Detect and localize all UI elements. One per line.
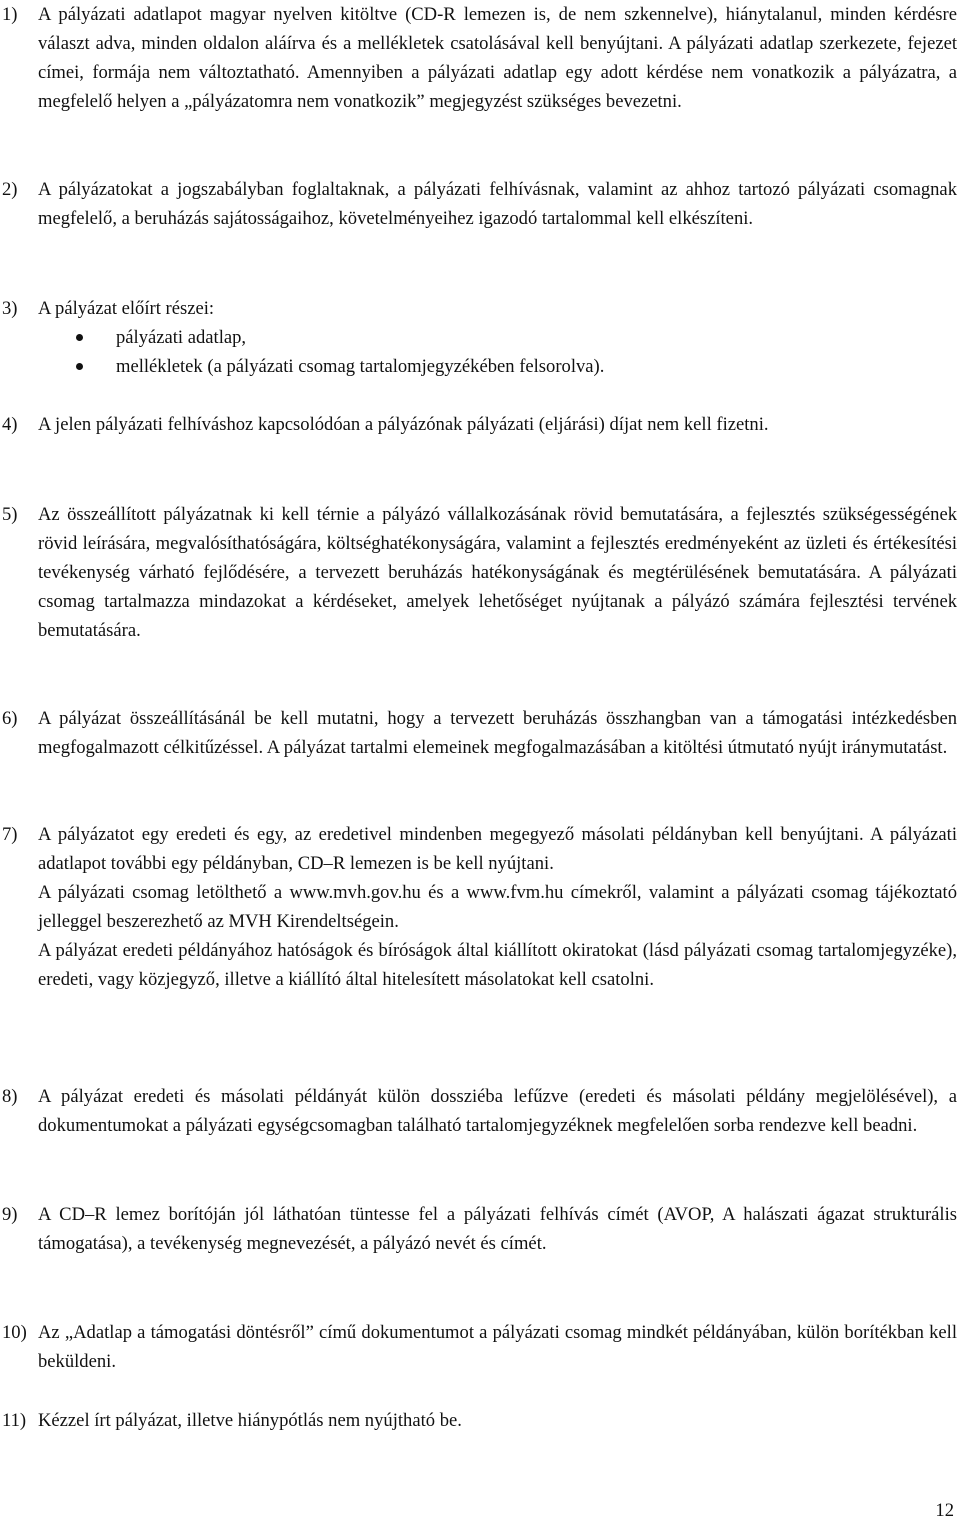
item-number: 1) [2, 4, 18, 25]
item-text: A jelen pályázati felhíváshoz kapcsolódóan a pályázónak pályázati (eljárási) díjat nem kell fizetni. [38, 414, 769, 435]
page-number: 12 [935, 1500, 954, 1521]
item-paragraph: A pályázatot egy eredeti és egy, az eredetivel mindenben megegyező másolati példányban kell benyújtani. A pályázati adatlapot további egy példányban, CD–R lemezen is be kell nyújtani. [38, 824, 957, 874]
item-text: A CD–R lemez borítóján jól láthatóan tüntesse fel a pályázati felhívás címét (AVOP, A halászati ágazat strukturális támogatása), a tevékenység megnevezését, a pályázó nevét és címét. [38, 1204, 957, 1254]
item-number: 5) [2, 504, 18, 525]
bullet-list [2, 323, 957, 381]
item-number: 4) [2, 414, 18, 435]
list-item-5 [2, 500, 957, 645]
list-item-4 [2, 410, 957, 439]
item-number: 11) [2, 1410, 27, 1431]
item-paragraph: A pályázati csomag letölthető a www.mvh.gov.hu és a www.fvm.hu címekről, valamint a pályázati csomag tájékoztató jelleggel beszerezhető az MVH Kirendeltségein. [38, 882, 957, 932]
item-number: 6) [2, 708, 18, 729]
list-item-10 [2, 1318, 957, 1376]
list-item-11 [2, 1406, 957, 1435]
item-number: 9) [2, 1204, 18, 1225]
item-text: Az összeállított pályázatnak ki kell térnie a pályázó vállalkozásának rövid bemutatására, a fejlesztés szükségességének rövid leírására, megvalósíthatóságára, költséghatékonyságára, valamint a fejlesztés eredményeként az üzleti és értékesítési tevékenység várható fejlődésére, a tervezett beruházás hatékonyságának és megtérülésének bemutatására. A pályázati csomag tartalmazza mindazokat a kérdéseket, amelyek lehetőséget nyújtanak a pályázó számára fejlesztési tervének bemutatására. [38, 504, 957, 641]
list-item-6 [2, 704, 957, 762]
item-number: 10) [2, 1322, 27, 1343]
item-text: A pályázatokat a jogszabályban foglaltaknak, a pályázati felhívásnak, valamint az ahhoz tartozó pályázati csomagnak megfelelő, a beruházás sajátosságaihoz, követelményeihez igazodó tartalommal kell elkészíteni. [38, 179, 957, 229]
item-text: Az „Adatlap a támogatási döntésről” című dokumentumot a pályázati csomag mindkét példányában, külön borítékban kell beküldeni. [38, 1322, 957, 1372]
bullet-item: pályázati adatlap, [2, 323, 957, 352]
item-text: A pályázat eredeti és másolati példányát külön dossziéba lefűzve (eredeti és másolati példány megjelölésével), a dokumentumokat a pályázati egységcsomagban található tartalomjegyzéknek megfelelően sorba rendezve kell beadni. [38, 1086, 957, 1136]
list-item-9 [2, 1200, 957, 1258]
item-text: A pályázati adatlapot magyar nyelven kitöltve (CD-R lemezen is, de nem szkennelve), hiánytalanul, minden kérdésre választ adva, minden oldalon aláírva és a mellékletek csatolásával kell benyújtani. A pályázati adatlap szerkezete, fejezet címei, formája nem változtatható. Amennyiben a pályázati adatlap egy adott kérdése nem vonatkozik a pályázatra, a megfelelő helyen a „pályázatomra nem vonatkozik” megjegyzést szükséges bevezetni. [38, 4, 957, 112]
list-item-2 [2, 175, 957, 233]
item-number: 2) [2, 179, 18, 200]
list-item-7 [2, 820, 957, 994]
item-text: A pályázat összeállításánál be kell mutatni, hogy a tervezett beruházás összhangban van a támogatási intézkedésben megfogalmazott célkitűzéssel. A pályázat tartalmi elemeinek megfogalmazásában a kitöltési útmutató nyújt iránymutatást. [38, 708, 957, 758]
item-paragraph: A pályázat eredeti példányához hatóságok és bíróságok által kiállított okiratokat (lásd pályázati csomag tartalomjegyzéke), eredeti, vagy közjegyző, illetve a kiállító által hitelesített másolatokat kell csatolni. [38, 940, 957, 990]
item-number: 8) [2, 1086, 18, 1107]
list-item-8 [2, 1082, 957, 1140]
item-text: Kézzel írt pályázat, illetve hiánypótlás nem nyújtható be. [38, 1410, 462, 1431]
item-number: 7) [2, 824, 18, 845]
list-item-1 [2, 0, 957, 116]
list-item-3 [2, 294, 957, 381]
item-text: A pályázat előírt részei: [38, 298, 215, 319]
bullet-item: mellékletek (a pályázati csomag tartalomjegyzékében felsorolva). [2, 352, 957, 381]
item-number: 3) [2, 298, 18, 319]
